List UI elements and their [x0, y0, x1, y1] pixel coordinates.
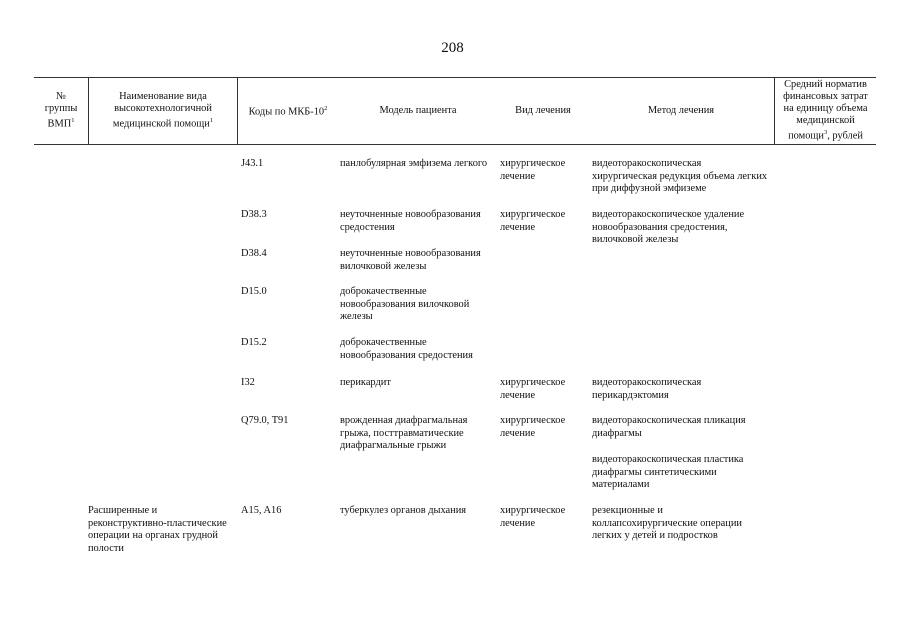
row-treatment-method — [592, 158, 767, 196]
row-patient-model — [340, 337, 473, 362]
row-patient-model — [340, 415, 467, 453]
header-treatment-type — [498, 78, 588, 144]
model-line: средостения — [340, 221, 395, 233]
method-line: диафрагмы — [592, 427, 642, 439]
model-line: туберкулез органов дыхания — [340, 505, 467, 516]
header-vmp-name-line1: Наименование вида — [119, 91, 207, 103]
row-code: Q79.0, T91 — [241, 415, 289, 426]
header-cost-norm-line4: медицинской — [796, 115, 855, 127]
row-vmp-name — [88, 505, 227, 555]
model-line: перикардит — [340, 377, 391, 388]
row-treatment-type — [500, 505, 565, 530]
method-line: хирургическая редукция объема легких — [592, 170, 768, 182]
name-line: полости — [88, 542, 124, 554]
type-line: лечение — [500, 427, 536, 439]
name-line: Расширенные и — [88, 505, 158, 516]
row-treatment-type — [500, 158, 565, 183]
row-treatment-method — [592, 209, 744, 247]
header-cost-norm-line2: финансовых затрат — [783, 91, 868, 103]
header-group-no-line2: группы — [44, 103, 78, 115]
model-line: врожденная диафрагмальная — [340, 415, 468, 426]
name-line: реконструктивно-пластические — [88, 517, 227, 529]
method-line: при диффузной эмфиземе — [592, 183, 707, 194]
header-cost-norm-line3: на единицу объема — [783, 103, 868, 115]
header-cost-norm-line5: помощи — [788, 130, 824, 142]
footnote-marker: 1 — [209, 117, 214, 125]
row-patient-model — [340, 209, 481, 234]
model-line: новообразования вилочковой — [340, 298, 470, 310]
method-line: резекционные и — [592, 505, 663, 516]
model-line: диафрагмальные грыжи — [340, 440, 447, 451]
row-patient-model — [340, 158, 500, 171]
header-treatment-method — [588, 78, 774, 144]
header-group-no-line1: № — [56, 91, 66, 103]
header-patient-model-label: Модель пациента — [379, 105, 457, 116]
model-line: неуточненные новообразования — [340, 248, 481, 259]
header-cost-norm-line1: Средний норматив — [784, 79, 867, 91]
model-line: железы — [340, 311, 373, 322]
footnote-marker: 1 — [71, 117, 75, 125]
model-line: доброкачественные — [340, 337, 427, 348]
header-vmp-name-line3: медицинской помощи — [112, 118, 210, 130]
row-patient-model — [340, 248, 481, 273]
row-treatment-type — [500, 415, 565, 440]
method-line: видеоторакоскопическая пластика — [592, 454, 744, 465]
type-line: хирургическое — [500, 415, 566, 426]
method-line: видеоторакоскопическая — [592, 158, 702, 169]
header-vmp-name-line2: высокотехнологичной — [114, 103, 212, 115]
type-line: лечение — [500, 170, 536, 182]
method-line: вилочковой железы — [592, 234, 679, 245]
method-line: новообразования средостения, — [592, 221, 728, 233]
type-line: лечение — [500, 221, 536, 233]
type-line: хирургическое — [500, 209, 566, 220]
row-code: D38.4 — [241, 248, 267, 259]
method-line: коллапсохирургические операции — [592, 517, 742, 529]
header-cost-norm-tail: , рублей — [827, 130, 863, 142]
row-treatment-type — [500, 377, 565, 402]
method-line: материалами — [592, 479, 650, 490]
type-line: лечение — [500, 389, 536, 401]
row-treatment-method-alt — [592, 454, 743, 492]
row-treatment-method — [592, 377, 701, 402]
page-number: 208 — [441, 40, 464, 56]
header-group-no — [34, 78, 89, 144]
header-treatment-type-label: Вид лечения — [515, 105, 571, 116]
row-treatment-type — [500, 209, 565, 234]
header-vmp-name — [89, 78, 238, 144]
method-line: перикардэктомия — [592, 389, 669, 401]
method-line: видеоторакоскопическая пликация — [592, 415, 746, 426]
type-line: хирургическое — [500, 377, 566, 388]
header-group-no-line3: ВМП — [47, 118, 72, 130]
model-line: вилочковой железы — [340, 260, 427, 272]
model-line: доброкачественные — [340, 286, 427, 297]
row-code: D15.0 — [241, 286, 267, 297]
header-treatment-method-label: Метод лечения — [647, 105, 715, 116]
model-line: неуточненные новообразования — [340, 209, 481, 220]
row-code: D15.2 — [241, 337, 267, 348]
header-cost-norm — [774, 78, 876, 144]
name-line: операции на органах грудной — [88, 530, 218, 541]
method-line: легких у детей и подростков — [592, 530, 718, 541]
row-patient-model — [340, 377, 391, 390]
header-patient-model — [338, 78, 498, 144]
row-code: I32 — [241, 377, 255, 388]
table-header — [34, 77, 876, 145]
model-line: панлобулярная эмфизема легкого — [340, 158, 488, 169]
method-line: видеоторакоскопическая — [592, 377, 702, 388]
model-line: новообразования средостения — [340, 349, 473, 361]
row-code: J43.1 — [241, 158, 264, 169]
row-treatment-method — [592, 505, 742, 543]
method-line: видеоторакоскопическое удаление — [592, 209, 745, 220]
row-code: A15, A16 — [241, 505, 282, 516]
row-code: D38.3 — [241, 209, 267, 220]
type-line: лечение — [500, 517, 536, 529]
row-treatment-method — [592, 415, 746, 440]
footnote-marker: 2 — [324, 105, 328, 113]
type-line: хирургическое — [500, 505, 566, 516]
header-icd-codes — [238, 78, 338, 144]
footnote-marker: 3 — [823, 129, 828, 137]
row-patient-model — [340, 286, 469, 324]
type-line: хирургическое — [500, 158, 566, 169]
row-patient-model — [340, 505, 466, 518]
method-line: диафрагмы синтетическими — [592, 466, 717, 478]
header-icd-codes-label: Коды по МКБ-10 — [248, 106, 325, 118]
model-line: грыжа, посттравматические — [340, 427, 464, 439]
